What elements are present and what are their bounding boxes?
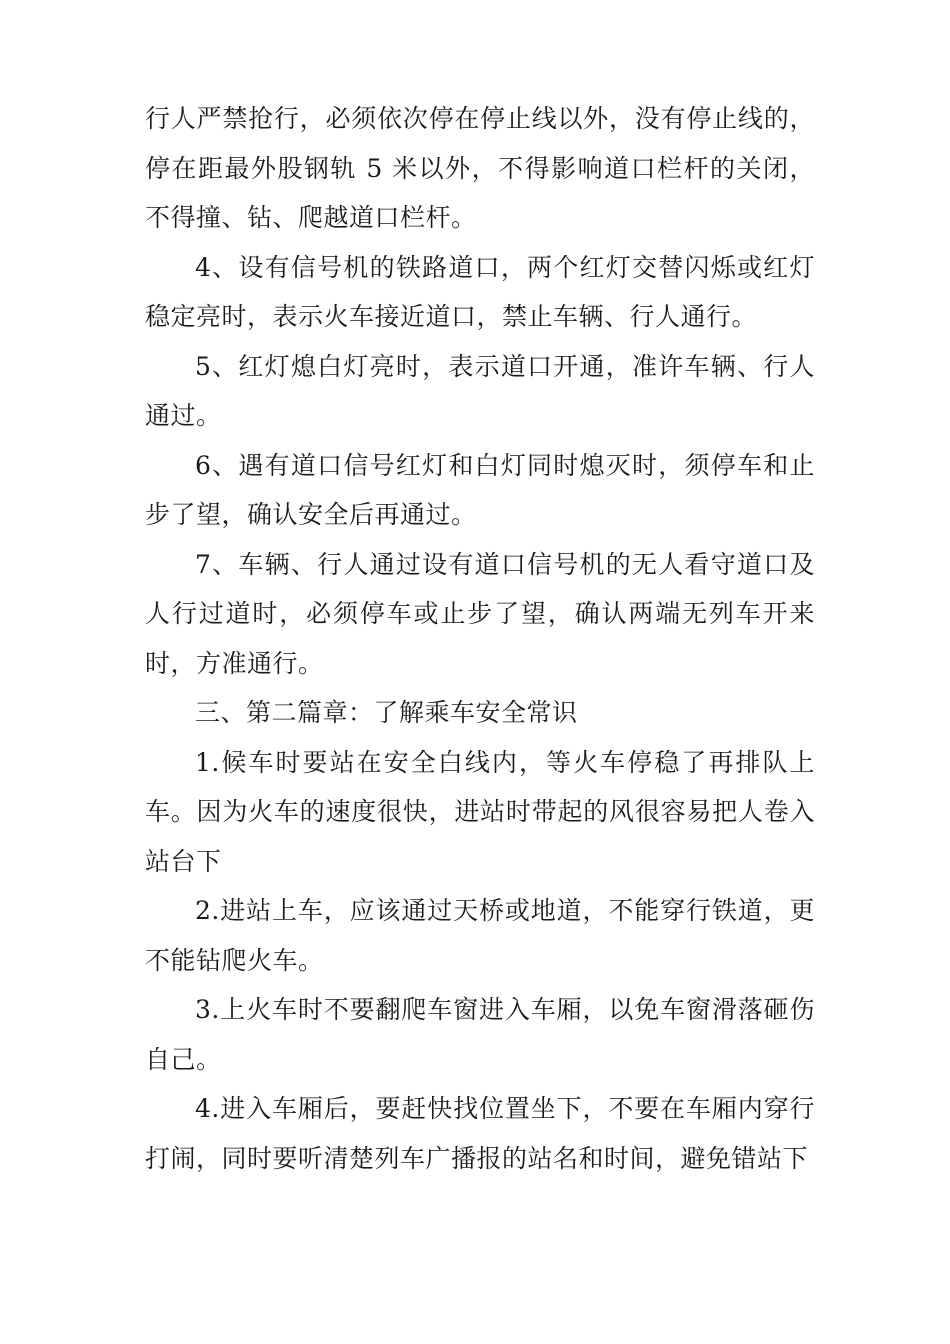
paragraph-tip-3: 3.上火车时不要翻爬车窗进入车厢，以免车窗滑落砸伤自己。: [145, 995, 815, 1074]
paragraph-item-5: 5、红灯熄白灯亮时，表示道口开通，准许车辆、行人通过。: [145, 351, 815, 430]
paragraph-tip-1: 1.候车时要站在安全白线内，等火车停稳了再排队上车。因为火车的速度很快，进站时带起的风很容易把人卷入站台下: [145, 747, 815, 876]
paragraph-tip-2: 2.进站上车，应该通过天桥或地道，不能穿行铁道，更不能钻爬火车。: [145, 896, 815, 975]
document-body: [145, 94, 815, 1183]
paragraph-item-4: 4、设有信号机的铁路道口，两个红灯交替闪烁或红灯稳定亮时，表示火车接近道口，禁止车辆、行人通行。: [145, 252, 815, 331]
section-heading: 三、第二篇章：了解乘车安全常识: [195, 698, 578, 727]
paragraph-item-6: 6、遇有道口信号红灯和白灯同时熄灭时，须停车和止步了望，确认安全后再通过。: [145, 450, 815, 529]
paragraph-item-7: 7、车辆、行人通过设有道口信号机的无人看守道口及人行过道时，必须停车或止步了望，确认两端无列车开来时，方准通行。: [145, 549, 815, 678]
paragraph-tip-4: 4.进入车厢后，要赶快找位置坐下，不要在车厢内穿行打闹，同时要听清楚列车广播报的站名和时间，避免错站下: [145, 1094, 815, 1173]
paragraph-continuation: 行人严禁抢行，必须依次停在停止线以外，没有停止线的，停在距最外股钢轨 5 米以外，不得影响道口栏杆的关闭，不得撞、钻、爬越道口栏杆。: [145, 104, 815, 232]
